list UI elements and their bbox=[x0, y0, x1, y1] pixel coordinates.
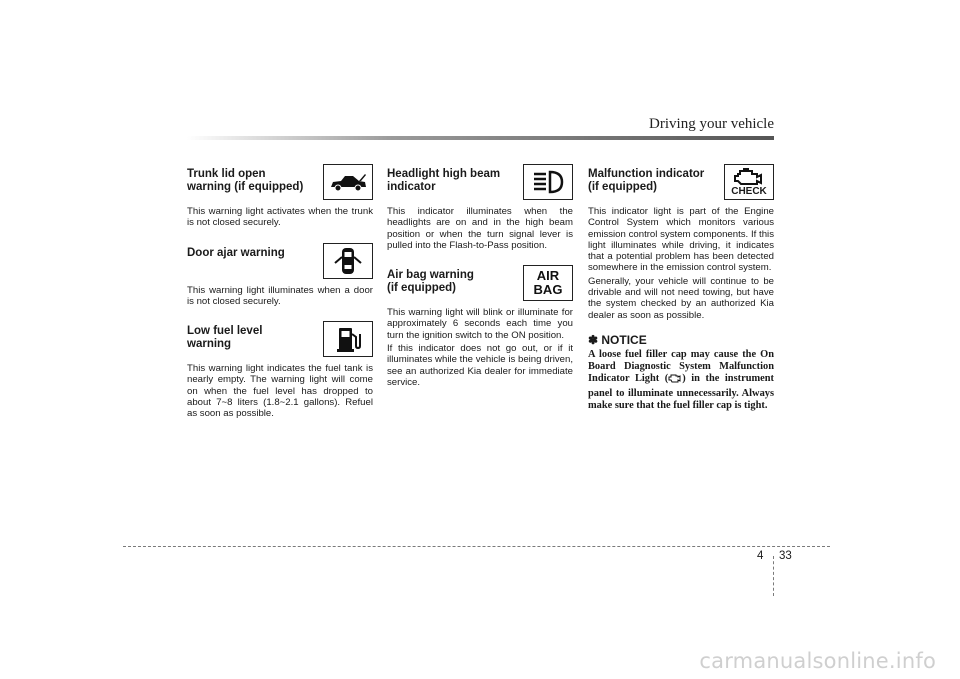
notice-text-before: A loose fuel filler cap may cause the On Board Diagnostic System Malfunction Indicator Light ( bbox=[588, 348, 774, 385]
column-3 bbox=[588, 164, 774, 412]
notice-text bbox=[588, 349, 774, 412]
footer-divider bbox=[773, 556, 774, 596]
malfunction-text-2: Generally, your vehicle will continue to be drivable and will not need towing, but have the system checked by an authorized Kia dealer as soon as possible. bbox=[588, 275, 774, 321]
engine-icon bbox=[668, 373, 682, 387]
trunk-lid-section bbox=[187, 164, 373, 229]
low-fuel-text: This warning light indicates the fuel tank is nearly empty. The warning light will come on when the fuel level has dropped to about 7~8 liters (1.8~2.1 gallons). Refuel as soon as possible. bbox=[187, 363, 373, 420]
page-header-title: Driving your vehicle bbox=[649, 116, 774, 132]
high-beam-section bbox=[387, 164, 573, 251]
notice-text-after: ) in the instrument panel to illuminate unnecessarily. Always make sure that the fuel filler cap is tight. bbox=[588, 373, 774, 411]
malfunction-heading: Malfunction indicator (if equipped) bbox=[588, 168, 705, 193]
watermark: carmanualsonline.info bbox=[699, 649, 936, 673]
airbag-text-1: This warning light will blink or illuminate for approximately 6 seconds each time you turn the ignition switch to the ON position. bbox=[387, 307, 573, 341]
high-beam-icon bbox=[523, 164, 573, 200]
notice-heading: ✽ NOTICE bbox=[588, 332, 647, 347]
trunk-lid-heading: Trunk lid open warning (if equipped) bbox=[187, 168, 304, 193]
high-beam-text: This indicator illuminates when the headlights are on and in the high beam position or when the turn signal lever is pulled into the Flash-to-Pass position. bbox=[387, 206, 573, 251]
airbag-heading: Air bag warning (if equipped) bbox=[387, 269, 474, 295]
door-ajar-heading: Door ajar warning bbox=[187, 246, 285, 259]
check-engine-icon bbox=[724, 164, 774, 200]
page-number: 33 bbox=[779, 550, 792, 562]
airbag-section bbox=[387, 265, 573, 388]
airbag-text-2: If this indicator does not go out, or if it illuminates while the vehicle is being driven, see an authorized Kia dealer for immediate service. bbox=[387, 343, 573, 388]
low-fuel-heading: Low fuel level warning bbox=[187, 325, 263, 351]
airbag-icon-text: AIR BAG bbox=[533, 268, 563, 298]
trunk-lid-text: This warning light activates when the trunk is not closed securely. bbox=[187, 206, 373, 229]
high-beam-heading: Headlight high beam indicator bbox=[387, 168, 501, 193]
chapter-number: 4 bbox=[757, 550, 764, 562]
header-rule bbox=[187, 136, 774, 140]
door-ajar-text: This warning light illuminates when a door is not closed securely. bbox=[187, 284, 373, 307]
malfunction-section bbox=[588, 164, 774, 321]
door-ajar-section bbox=[187, 243, 373, 308]
door-ajar-icon bbox=[323, 243, 373, 279]
column-2 bbox=[387, 164, 573, 388]
column-1 bbox=[187, 164, 373, 420]
malfunction-text-1: This indicator light is part of the Engine Control System which monitors various emission control system components. If this light illuminates while driving, it indicates that a potential problem has been detected somewhere in the emission control system. bbox=[588, 206, 774, 274]
low-fuel-section bbox=[187, 321, 373, 419]
fuel-pump-icon bbox=[323, 321, 373, 357]
trunk-open-icon bbox=[323, 164, 373, 200]
check-engine-icon-text: CHECK bbox=[731, 185, 767, 197]
footer-rule bbox=[123, 546, 830, 547]
airbag-icon bbox=[523, 265, 573, 301]
